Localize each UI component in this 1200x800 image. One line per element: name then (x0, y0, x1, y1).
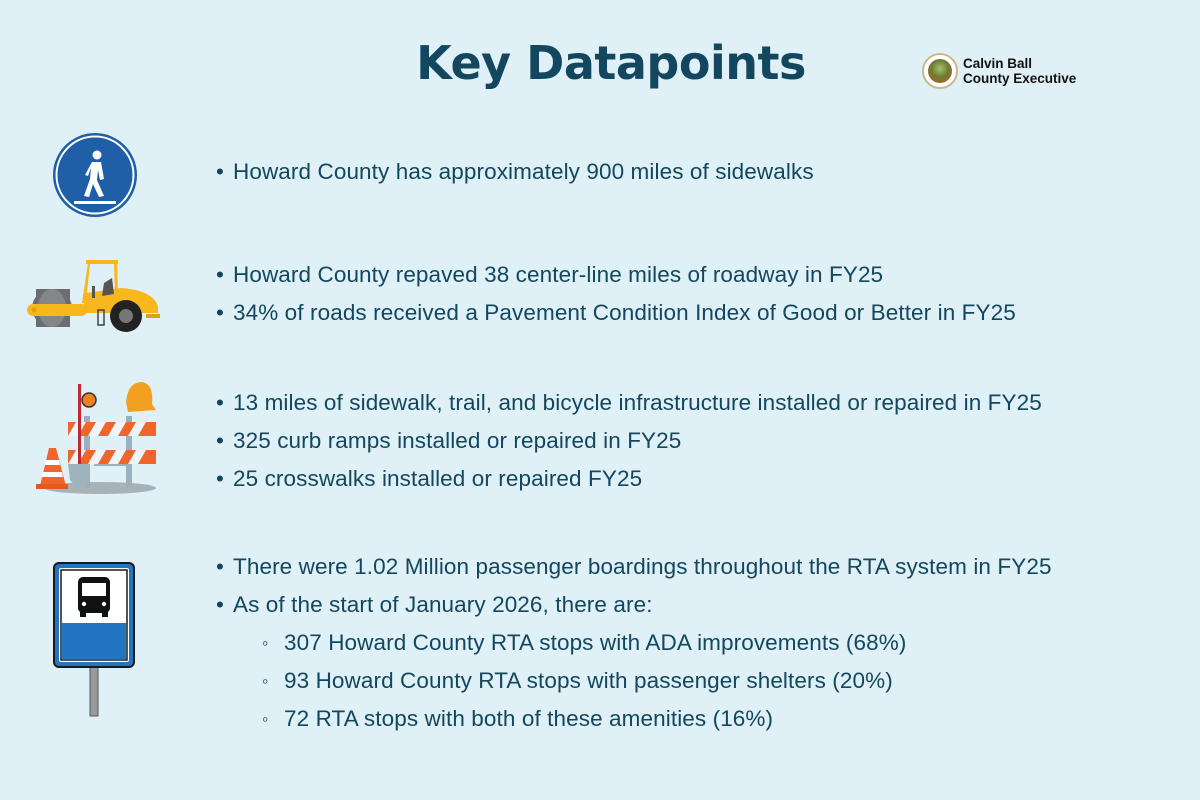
bullet-item: • 34% of roads received a Pavement Condition Index of Good or Better in FY25 (214, 294, 1016, 332)
bullet-item: • 325 curb ramps installed or repaired in FY25 (214, 422, 1042, 460)
transit-bullets (214, 548, 1052, 738)
bullet-item: • Howard County repaved 38 center-line miles of roadway in FY25 (214, 256, 1016, 294)
pedestrian-sign-icon (52, 132, 138, 222)
roadway-bullets (214, 256, 1016, 332)
brand-role: County Executive (963, 71, 1077, 86)
county-executive-brand (922, 53, 1076, 89)
infrastructure-bullets (214, 384, 1042, 498)
construction-barrier-icon (32, 376, 156, 500)
brand-text (963, 56, 1076, 86)
page-title: Key Datapoints (416, 36, 806, 90)
sub-bullet-item: ◦ 307 Howard County RTA stops with ADA improvements (68%) (214, 624, 1052, 662)
sub-bullet-item: ◦ 72 RTA stops with both of these amenities (16%) (214, 700, 1052, 738)
bus-stop-sign-icon (53, 562, 135, 722)
bullet-item: • Howard County has approximately 900 miles of sidewalks (214, 153, 814, 191)
sub-bullet-item: ◦ 93 Howard County RTA stops with passenger shelters (20%) (214, 662, 1052, 700)
bullet-item: • There were 1.02 Million passenger boardings throughout the RTA system in FY25 (214, 548, 1052, 586)
bullet-item: • 25 crosswalks installed or repaired FY25 (214, 460, 1042, 498)
brand-name: Calvin Ball (963, 56, 1033, 71)
sidewalks-bullets (214, 153, 814, 191)
bullet-item: • As of the start of January 2026, there are: (214, 586, 1052, 624)
road-roller-icon (26, 258, 162, 338)
county-seal-icon (922, 53, 958, 89)
bullet-item: • 13 miles of sidewalk, trail, and bicycle infrastructure installed or repaired in FY25 (214, 384, 1042, 422)
